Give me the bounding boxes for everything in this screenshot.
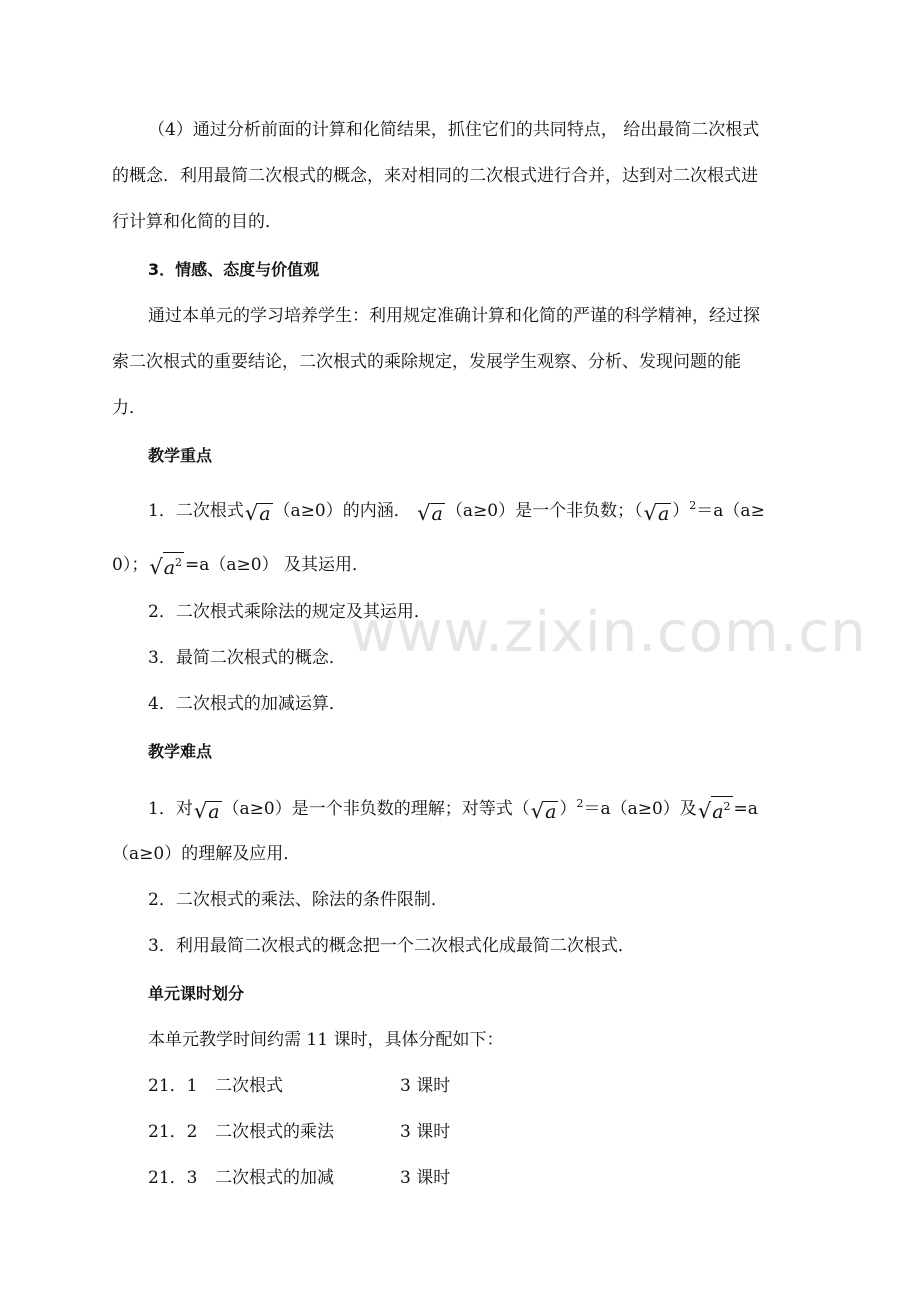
- key-point-1-line1: [148, 494, 765, 524]
- schedule-row-title: 二次根式的乘法: [215, 1122, 334, 1142]
- sqrt-a-formula: √ a: [244, 501, 271, 525]
- schedule-row-title: 二次根式: [215, 1076, 283, 1096]
- d1-text-d: ＝a（a≥0）及: [583, 799, 697, 819]
- key-points-heading: 教学重点: [148, 446, 213, 465]
- schedule-row-hours: 3 课时: [400, 1076, 451, 1096]
- d1-text-b: （a≥0）是一个非负数的理解；对等式（: [222, 799, 530, 819]
- schedule-row-hours: 3 课时: [400, 1122, 451, 1142]
- sqrt-a-squared-formula: √ $a^2$: [149, 552, 184, 578]
- para4-line2: 的概念．利用最简二次根式的概念，来对相同的二次根式进行合并，达到对二次根式进: [112, 166, 758, 186]
- kp1-text-a: 1．二次根式: [148, 501, 244, 521]
- para4-line3: 行计算和化简的目的．: [112, 212, 282, 232]
- schedule-row-number: 21．3: [148, 1168, 198, 1188]
- schedule-intro: 本单元教学时间约需 11 课时，具体分配如下：: [148, 1030, 504, 1050]
- section3-line2: 索二次根式的重要结论，二次根式的乘除规定，发展学生观察、分析、发现问题的能: [112, 352, 741, 372]
- section3-heading: 3．情感、态度与价值观: [148, 260, 320, 279]
- kp1-text-f: 0）；: [112, 555, 149, 575]
- watermark-text: www.zixin.com.cn: [350, 600, 867, 665]
- schedule-row-number: 21．2: [148, 1122, 198, 1142]
- difficulty-3: 3．利用最简二次根式的概念把一个二次根式化成最简二次根式．: [148, 936, 635, 956]
- schedule-row-hours: 3 课时: [400, 1168, 451, 1188]
- difficulties-heading: 教学难点: [148, 742, 213, 761]
- sqrt-a-formula: √ a: [643, 501, 670, 525]
- sqrt-a-squared-formula: √ $a^2$: [698, 796, 733, 822]
- key-point-1-line2: [112, 552, 369, 578]
- sqrt-a-formula: √ a: [417, 501, 443, 525]
- key-point-2: 2．二次根式乘除法的规定及其运用．: [148, 602, 431, 622]
- difficulty-1-line2: （a≥0）的理解及应用．: [112, 844, 301, 864]
- difficulty-1-line1: [148, 792, 758, 822]
- difficulty-2: 2．二次根式的乘法、除法的条件限制．: [148, 890, 448, 910]
- para4-line1: （4）通过分析前面的计算和化简结果，抓住它们的共同特点， 给出最简二次根式: [148, 120, 760, 140]
- section3-line3: 力．: [112, 398, 146, 418]
- section3-line1: 通过本单元的学习培养学生：利用规定准确计算和化简的严谨的科学精神，经过探: [148, 306, 760, 326]
- d1-text-c: ）: [559, 799, 577, 819]
- sqrt-a-formula: √ a: [193, 799, 220, 823]
- d1-text-a: 1．对: [148, 799, 193, 819]
- exponent: 2: [576, 797, 584, 810]
- key-point-3: 3．最简二次根式的概念．: [148, 648, 346, 668]
- key-point-4: 4．二次根式的加减运算．: [148, 694, 346, 714]
- kp1-text-b: （a≥0）的内涵．: [273, 501, 411, 521]
- exponent: 2: [689, 499, 697, 512]
- kp1-text-g: =a（a≥0） 及其运用．: [185, 555, 370, 575]
- schedule-heading: 单元课时划分: [148, 984, 245, 1003]
- schedule-row-title: 二次根式的加减: [215, 1168, 334, 1188]
- kp1-text-d: ）: [672, 501, 690, 521]
- sqrt-a-formula: √ a: [530, 799, 557, 823]
- schedule-row-number: 21．1: [148, 1076, 198, 1096]
- kp1-text-c: （a≥0）是一个非负数；（: [445, 501, 643, 521]
- d1-text-e: =a: [733, 799, 758, 819]
- kp1-text-e: ＝a（a≥: [696, 501, 765, 521]
